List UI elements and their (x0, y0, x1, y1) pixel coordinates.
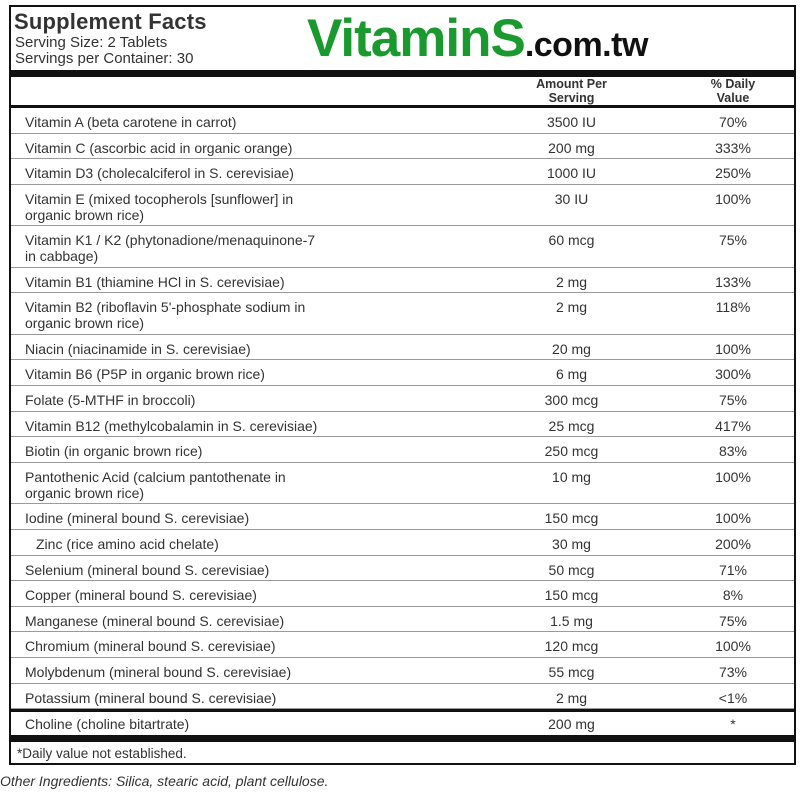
nutrient-row (11, 268, 794, 294)
nutrient-row (11, 134, 794, 160)
nutrient-row (11, 360, 794, 386)
nutrient-daily-value: 75% (718, 612, 748, 629)
nutrient-daily-value: 100% (715, 190, 751, 207)
nutrient-name-line: Chromium (mineral bound S. cerevisiae) (25, 638, 276, 655)
nutrient-row (11, 335, 794, 361)
nutrient-daily-value: <1% (718, 689, 748, 706)
nutrient-daily-value: 100% (715, 638, 751, 655)
nutrient-name (25, 587, 475, 603)
nutrient-name-line: Folate (5-MTHF in broccoli) (25, 392, 196, 409)
nutrient-name (25, 366, 475, 382)
nutrient-name-line: Vitamin D3 (cholecalciferol in S. cerevisiae) (25, 165, 294, 182)
nutrient-amount: 200 mg (548, 716, 595, 733)
nutrient-name (25, 443, 475, 459)
nutrient-row (11, 386, 794, 412)
nutrient-row (11, 504, 794, 530)
nutrient-daily-value: 100% (715, 340, 751, 357)
nutrient-daily-value: 200% (715, 535, 751, 552)
nutrient-amount: 2 mg (555, 273, 588, 290)
nutrient-name-line: Vitamin B6 (P5P in organic brown rice) (25, 366, 265, 383)
nutrient-name (25, 165, 475, 181)
nutrient-daily-value: 417% (715, 417, 751, 434)
nutrient-amount: 2 mg (555, 299, 588, 316)
nutrient-name-line: Manganese (mineral bound S. cerevisiae) (25, 612, 285, 629)
nutrient-amount: 150 mcg (544, 510, 599, 527)
nutrient-name-line: Vitamin B12 (methylcobalamin in S. cerevisiae) (25, 417, 318, 434)
nutrient-row (11, 607, 794, 633)
nutrient-row (11, 293, 794, 335)
nutrient-name (25, 469, 475, 501)
nutrient-name-line: organic brown rice) (25, 484, 145, 501)
nutrient-amount: 55 mcg (548, 663, 595, 680)
nutrient-name (25, 562, 475, 578)
servings-per-container: Servings per Container: 30 (15, 50, 194, 67)
daily-value-column-header (687, 77, 779, 105)
nutrient-name (25, 274, 475, 290)
serving-size: Serving Size: 2 Tablets (15, 34, 168, 51)
nutrient-name-line: organic brown rice) (25, 315, 145, 332)
nutrient-name (25, 664, 475, 680)
nutrient-amount: 60 mcg (548, 232, 595, 249)
nutrient-row (11, 556, 794, 582)
nutrient-row (11, 226, 794, 268)
nutrient-daily-value: 118% (715, 299, 751, 316)
logo-domain-text: .com.tw (524, 26, 648, 64)
nutrient-name-line: Vitamin A (beta carotene in carrot) (25, 114, 237, 130)
nutrient-row (11, 463, 794, 505)
nutrient-name-line: in cabbage) (25, 248, 99, 265)
nutrient-amount: 10 mg (552, 468, 591, 485)
nutrient-amount: 20 mg (552, 340, 591, 357)
dv-header-line1: % Daily (710, 77, 756, 91)
nutrient-daily-value: 75% (718, 392, 748, 409)
nutrient-daily-value: 83% (718, 443, 748, 460)
nutrient-name-line: Vitamin C (ascorbic acid in organic orange) (25, 139, 293, 156)
nutrient-daily-value: 71% (718, 561, 748, 578)
nutrient-amount: 250 mcg (544, 443, 599, 460)
nutrient-name (25, 140, 475, 156)
nutrient-name (25, 341, 475, 357)
nutrient-name-line: Copper (mineral bound S. cerevisiae) (25, 587, 257, 604)
nutrient-amount: 150 mcg (544, 587, 599, 604)
nutrient-daily-value: 73% (718, 663, 748, 680)
nutrient-amount: 6 mg (555, 366, 588, 383)
nutrient-daily-value: 100% (715, 468, 751, 485)
nutrient-amount: 300 mcg (544, 392, 599, 409)
nutrient-row (11, 684, 794, 710)
footnote: *Daily value not established. (17, 746, 187, 761)
nutrient-name-line: Vitamin K1 / K2 (phytonadione/menaquinone-7 (25, 232, 316, 249)
nutrient-name-line: Niacin (niacinamide in S. cerevisiae) (25, 340, 251, 357)
header-divider-thick (11, 70, 794, 77)
nutrient-daily-value: 100% (715, 510, 751, 527)
nutrient-row (11, 412, 794, 438)
nutrient-daily-value: 300% (715, 366, 751, 383)
nutrient-name: Choline (choline bitartrate) (25, 716, 190, 733)
nutrient-row-choline (11, 712, 794, 734)
supplement-facts-panel (9, 5, 796, 765)
nutrient-amount: 3500 IU (546, 114, 597, 130)
nutrient-name-line: Potassium (mineral bound S. cerevisiae) (25, 689, 277, 706)
nutrient-row (11, 658, 794, 684)
nutrient-row (11, 581, 794, 607)
nutrient-daily-value: 250% (715, 165, 751, 182)
footer-divider-thick (11, 735, 794, 742)
dv-header-line2: Value (716, 91, 750, 105)
nutrient-name (25, 510, 475, 526)
amount-header-line2: Serving (548, 91, 595, 105)
nutrient-name (36, 536, 486, 552)
nutrient-name (25, 638, 475, 654)
nutrient-amount: 120 mcg (544, 638, 599, 655)
nutrient-daily-value: 70% (718, 114, 748, 130)
nutrient-name-line: Zinc (rice amino acid chelate) (36, 535, 219, 552)
nutrient-name (25, 690, 475, 706)
nutrient-daily-value: 75% (718, 232, 748, 249)
nutrient-daily-value: 8% (722, 587, 744, 604)
nutrient-row (11, 185, 794, 227)
nutrient-daily-value: 133% (715, 273, 751, 290)
nutrient-amount: 200 mg (548, 139, 595, 156)
logo-main-text: VitaminS (307, 9, 525, 68)
nutrient-amount: 30 mg (552, 535, 591, 552)
nutrient-row (11, 530, 794, 556)
nutrient-daily-value: 333% (715, 139, 751, 156)
nutrient-name-line: Pantothenic Acid (calcium pantothenate in (25, 468, 286, 485)
nutrient-name-line: Vitamin E (mixed tocopherols [sunflower] in (25, 190, 294, 207)
amount-header-line1: Amount Per (536, 77, 607, 91)
nutrient-amount: 1000 IU (546, 165, 597, 182)
nutrient-name-line: Iodine (mineral bound S. cerevisiae) (25, 510, 250, 527)
nutrient-name (25, 114, 475, 130)
nutrient-amount: 30 IU (554, 190, 589, 207)
nutrient-name (25, 191, 475, 223)
nutrient-name (25, 418, 475, 434)
nutrient-row (11, 437, 794, 463)
nutrient-row (11, 632, 794, 658)
nutrient-name-line: Molybdenum (mineral bound S. cerevisiae) (25, 663, 292, 680)
nutrient-amount: 50 mcg (548, 561, 595, 578)
nutrient-name (25, 299, 475, 331)
nutrient-amount: 2 mg (555, 689, 588, 706)
nutrient-name-line: organic brown rice) (25, 206, 145, 223)
nutrient-row (11, 159, 794, 185)
nutrient-name-line: Biotin (in organic brown rice) (25, 443, 203, 460)
nutrient-name-line: Vitamin B2 (riboflavin 5'-phosphate sodium in (25, 299, 306, 316)
vitamins-logo (307, 7, 648, 71)
nutrient-amount: 25 mcg (548, 417, 595, 434)
nutrient-daily-value: * (730, 716, 736, 733)
other-ingredients: Other Ingredients: Silica, stearic acid, plant cellulose. (0, 773, 329, 789)
nutrient-name-line: Selenium (mineral bound S. cerevisiae) (25, 561, 270, 578)
nutrient-row (11, 108, 794, 134)
nutrient-name (25, 392, 475, 408)
nutrient-name-line: Vitamin B1 (thiamine HCl in S. cerevisiae) (25, 273, 285, 290)
amount-column-header (519, 77, 624, 105)
nutrient-name (25, 613, 475, 629)
nutrient-amount: 1.5 mg (550, 612, 593, 629)
nutrient-table (11, 108, 794, 734)
panel-title: Supplement Facts (14, 9, 207, 34)
nutrient-name (25, 232, 475, 264)
